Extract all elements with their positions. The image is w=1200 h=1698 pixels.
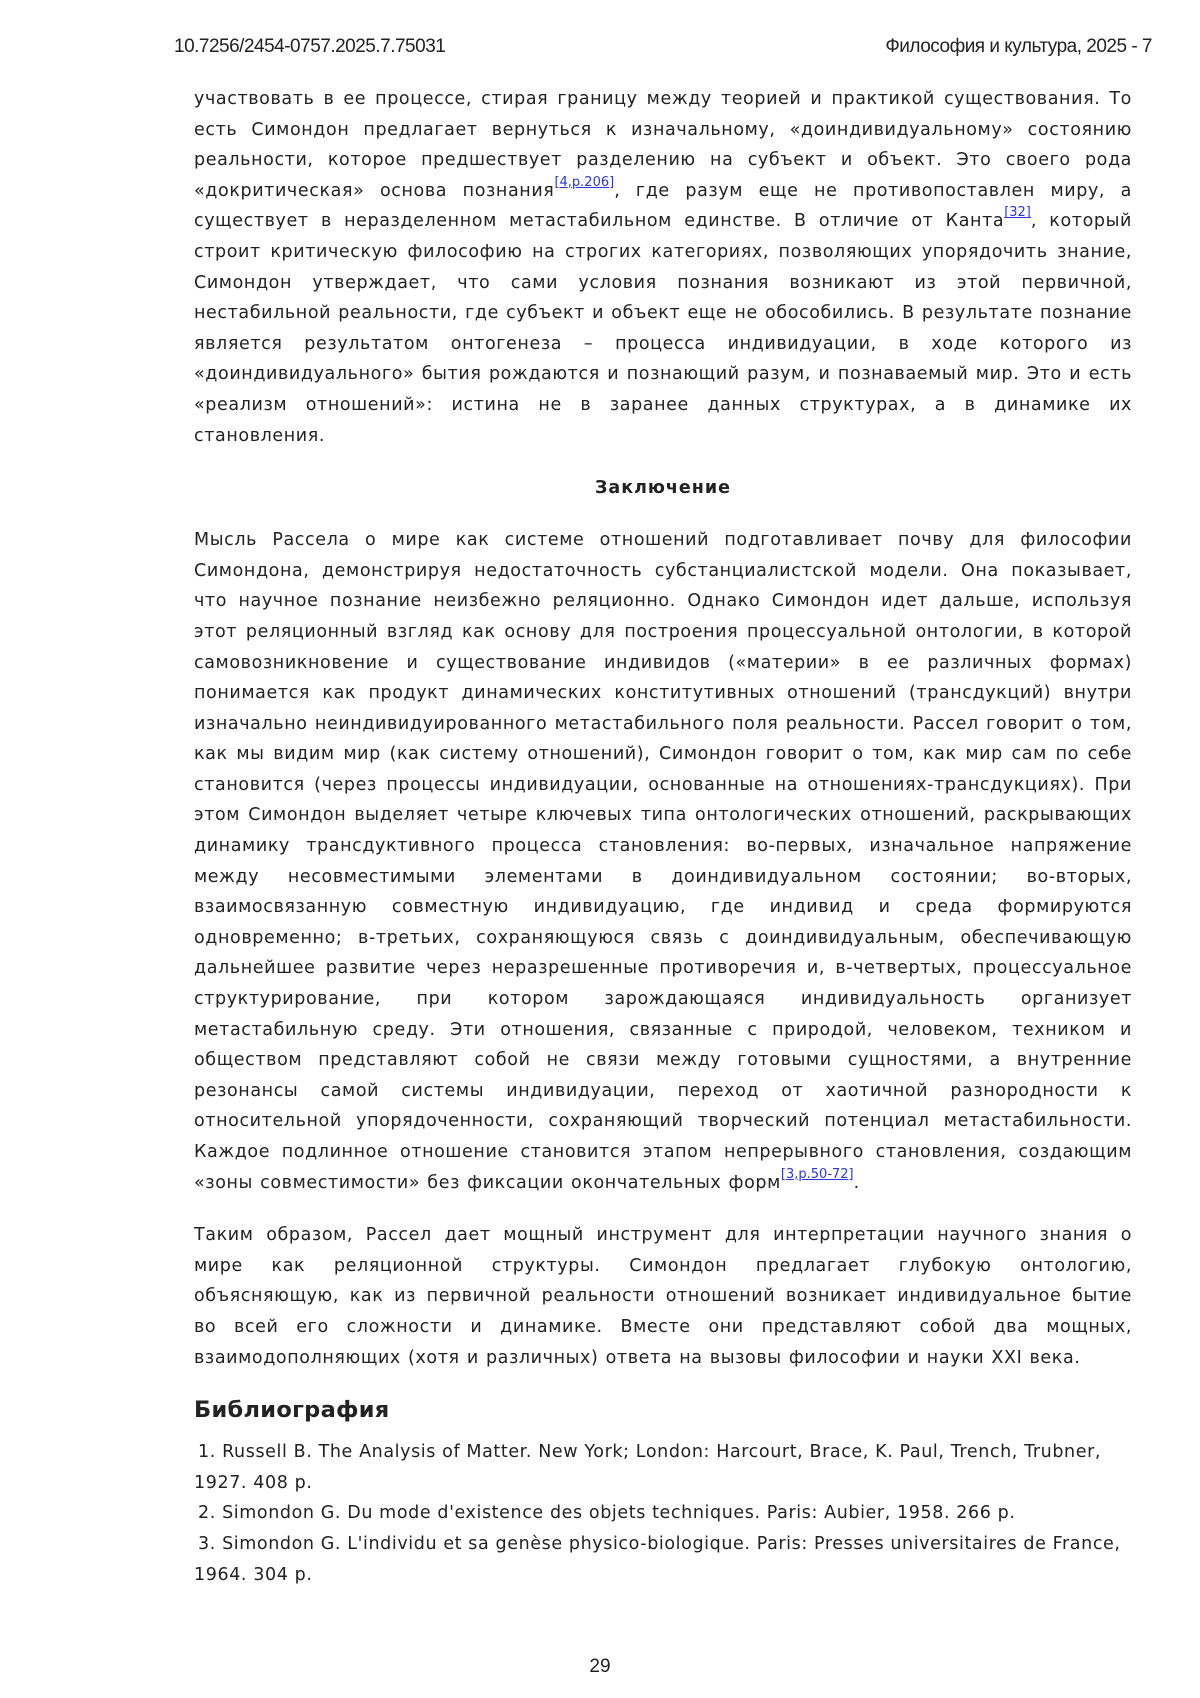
article-body xyxy=(194,84,1132,1590)
bibliography-heading: Библиография xyxy=(194,1393,1132,1427)
conclusion-heading: Заключение xyxy=(194,473,1132,503)
citation-link-4[interactable]: [4,p.206] xyxy=(554,175,614,190)
paragraph-text: Мысль Рассела о мире как системе отношений подготавливает почву для философии Симондона, демонстрируя недостаточность субстанциалистской модели. Она показывает, что научное познание неизбежно реляционно. Однако Симондон идет дальше, используя этот реляционный взгляд как основу для построения процессуальной онтологии, в которой самовозникновение и существование индивидов («материи» в ее различных формах) понимается как продукт динамических конститутивных отношений (трансдукций) внутри изначально неиндивидуированного метастабильного поля реальности. Рассел говорит о том, как мы видим мир (как систему отношений), Симондон говорит о том, как мир сам по себе становится (через процессы индивидуации, основанные на отношениях-трансдукциях). При этом Симондон выделяет четыре ключевых типа онтологических отношений, раскрывающих динамику трансдуктивного процесса становления: во-первых, изначальное напряжение между несовместимыми элементами в доиндивидуальном состоянии; во-вторых, взаимосвязанную совместную индивидуацию, где индивид и среда формируются одновременно; в-третьих, сохраняющуюся связь с доиндивидуальным, обеспечивающую дальнейшее развитие через неразрешенные противоречия и, в-четвертых, процессуальное структурирование, при котором зарождающаяся индивидуальность организует метастабильную среду. Эти отношения, связанные с природой, человеком, техником и обществом представляют собой не связи между готовыми сущностями, а внутренние резонансы самой системы индивидуации, переход от хаотичной разнородности к относительной упорядоченности, сохраняющий творческий потенциал метастабильности. Каждое подлинное отношение становится этапом непрерывного становления, создающим «зоны совместимости» без фиксации окончательных форм xyxy=(194,530,1132,1192)
bibliography-item xyxy=(194,1498,1132,1529)
paragraph-end: . xyxy=(854,1173,860,1193)
bibliography-item-text: Simondon G. L'individu et sa genèse physico-biologique. Paris: Presses universitaires de France, 1964. 304 p. xyxy=(194,1534,1121,1585)
paragraph-simondon-knowledge xyxy=(194,84,1132,451)
journal-header: Философия и культура, 2025 - 7 xyxy=(885,36,1152,58)
citation-link-3[interactable]: [3,p.50-72] xyxy=(781,1167,854,1182)
bibliography-item-number: 3. xyxy=(194,1534,216,1554)
doi-header: 10.7256/2454-0757.2025.7.75031 xyxy=(174,36,445,58)
paragraph-text: , где разум еще не противопоставлен миру, а существует в неразделенном метастабильном единстве. В отличие от Канта xyxy=(194,181,1132,232)
bibliography-item-text: Simondon G. Du mode d'existence des objets techniques. Paris: Aubier, 1958. 266 p. xyxy=(222,1503,1015,1523)
citation-ref xyxy=(554,175,614,190)
bibliography-item xyxy=(194,1437,1132,1498)
conclusion-paragraph-2: Таким образом, Рассел дает мощный инструмент для интерпретации научного знания о мире как реляционной структуры. Симондон предлагает глубокую онтологию, объясняющую, как из первичной реальности отношений возникает индивидуальное бытие во всей его сложности и динамике. Вместе они представляют собой два мощных, взаимодополняющих (хотя и различных) ответа на вызовы философии и науки XXI века. xyxy=(194,1220,1132,1373)
bibliography-item-number: 1. xyxy=(194,1442,216,1462)
paragraph-text: , который строит критическую философию на строгих категориях, позволяющих упорядочить знание, Симондон утверждает, что сами условия познания возникают из этой первичной, нестабильной реальности, где субъект и объект еще не обособились. В результате познание является результатом онтогенеза – процесса индивидуации, в ходе которого из «доиндивидуального» бытия рождаются и познающий разум, и познаваемый мир. Это и есть «реализм отношений»: истина не в заранее данных структурах, а в динамике их становления. xyxy=(194,211,1132,445)
citation-ref xyxy=(1004,205,1031,220)
bibliography-item xyxy=(194,1529,1132,1590)
bibliography-item-number: 2. xyxy=(194,1503,216,1523)
page-number: 29 xyxy=(0,1656,1200,1678)
citation-link-32[interactable]: [32] xyxy=(1004,205,1031,220)
conclusion-paragraph-1 xyxy=(194,525,1132,1198)
paragraph-text: участвовать в ее процессе, стирая границу между теорией и практикой существования. То есть Симондон предлагает вернуться к изначальному, «доиндивидуальному» состоянию реальности, которое предшествует разделению на субъект и объект. Это своего рода «докритическая» основа познания xyxy=(194,89,1132,201)
bibliography-item-text: Russell B. The Analysis of Matter. New York; London: Harcourt, Brace, K. Paul, Trench, Trubner, 1927. 408 p. xyxy=(194,1442,1101,1493)
bibliography-list xyxy=(194,1437,1132,1590)
citation-ref xyxy=(781,1167,854,1182)
